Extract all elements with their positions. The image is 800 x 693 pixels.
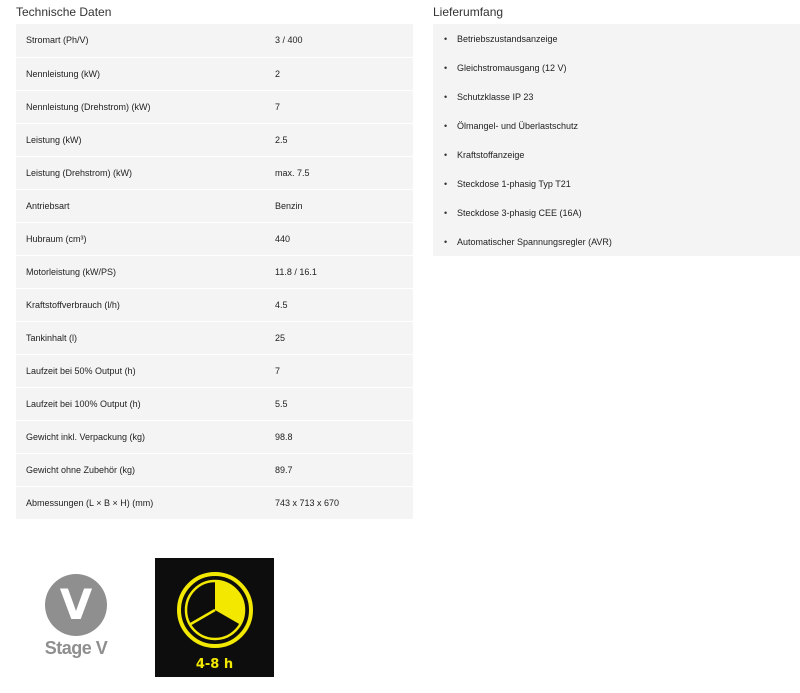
delivery-item [433, 111, 800, 140]
spec-value: 4.5 [275, 288, 413, 321]
spec-label: Gewicht inkl. Verpackung (kg) [16, 420, 275, 453]
bullet-icon: • [444, 178, 448, 189]
bullet-icon: • [444, 33, 448, 44]
spec-row [16, 354, 413, 387]
spec-label: Laufzeit bei 100% Output (h) [16, 387, 275, 420]
spec-value: 3 / 400 [275, 24, 413, 57]
spec-value: 11.8 / 16.1 [275, 255, 413, 288]
spec-label: Laufzeit bei 50% Output (h) [16, 354, 275, 387]
technical-data-title: Technische Daten [16, 5, 112, 19]
spec-row [16, 288, 413, 321]
delivery-item [433, 169, 800, 198]
spec-row [16, 486, 413, 519]
delivery-item-label: Ölmangel- und Überlastschutz [457, 120, 579, 131]
runtime-badge [155, 558, 274, 677]
spec-value: 89.7 [275, 453, 413, 486]
spec-row [16, 156, 413, 189]
delivery-item [433, 53, 800, 82]
delivery-scope-section [433, 5, 800, 256]
spec-row [16, 189, 413, 222]
stage-v-label: Stage V [44, 638, 108, 658]
spec-row [16, 420, 413, 453]
delivery-scope-title: Lieferumfang [433, 5, 504, 19]
spec-value: 98.8 [275, 420, 413, 453]
spec-label: Kraftstoffverbrauch (l/h) [16, 288, 275, 321]
spec-label: Hubraum (cm³) [16, 222, 275, 255]
spec-row [16, 90, 413, 123]
spec-value: 2 [275, 57, 413, 90]
spec-row [16, 321, 413, 354]
technical-data-section [16, 5, 413, 520]
spec-value: 743 x 713 x 670 [275, 486, 413, 519]
spec-value: 7 [275, 90, 413, 123]
spec-label: Nennleistung (kW) [16, 57, 275, 90]
spec-label: Abmessungen (L × B × H) (mm) [16, 486, 275, 519]
spec-label: Leistung (Drehstrom) (kW) [16, 156, 275, 189]
runtime-label: 4-8 h [195, 657, 234, 672]
spec-value: 5.5 [275, 387, 413, 420]
delivery-item-label: Betriebszustandsanzeige [457, 33, 558, 44]
delivery-item-label: Gleichstromausgang (12 V) [457, 62, 567, 73]
delivery-item-label: Steckdose 3-phasig CEE (16A) [457, 207, 582, 218]
delivery-item-label: Automatischer Spannungsregler (AVR) [457, 236, 612, 247]
spec-row [16, 24, 413, 57]
bullet-icon: • [444, 236, 448, 247]
delivery-scope-list [433, 24, 800, 256]
delivery-item-label: Schutzklasse IP 23 [457, 91, 534, 102]
spec-label: Motorleistung (kW/PS) [16, 255, 275, 288]
spec-label: Nennleistung (Drehstrom) (kW) [16, 90, 275, 123]
spec-row [16, 57, 413, 90]
spec-row [16, 123, 413, 156]
spec-label: Gewicht ohne Zubehör (kg) [16, 453, 275, 486]
spec-value: max. 7.5 [275, 156, 413, 189]
delivery-item [433, 82, 800, 111]
spec-value: Benzin [275, 189, 413, 222]
delivery-item [433, 24, 800, 53]
bullet-icon: • [444, 207, 448, 218]
badges [40, 558, 280, 678]
spec-value: 7 [275, 354, 413, 387]
spec-row [16, 222, 413, 255]
bullet-icon: • [444, 120, 448, 131]
bullet-icon: • [444, 149, 448, 160]
bullet-icon: • [444, 91, 448, 102]
spec-label: Leistung (kW) [16, 123, 275, 156]
spec-value: 25 [275, 321, 413, 354]
spec-row [16, 387, 413, 420]
delivery-item-label: Kraftstoffanzeige [457, 149, 525, 160]
runtime-pie-icon [175, 570, 255, 650]
spec-label: Stromart (Ph/V) [16, 24, 275, 57]
delivery-item [433, 198, 800, 227]
delivery-item-label: Steckdose 1-phasig Typ T21 [457, 178, 571, 189]
technical-data-table [16, 24, 413, 520]
stage-v-icon: V [45, 574, 107, 636]
spec-row [16, 255, 413, 288]
delivery-item [433, 227, 800, 256]
spec-label: Tankinhalt (l) [16, 321, 275, 354]
spec-value: 440 [275, 222, 413, 255]
spec-value: 2.5 [275, 123, 413, 156]
delivery-item [433, 140, 800, 169]
spec-row [16, 453, 413, 486]
bullet-icon: • [444, 62, 448, 73]
stage-v-badge [40, 574, 112, 660]
spec-label: Antriebsart [16, 189, 275, 222]
